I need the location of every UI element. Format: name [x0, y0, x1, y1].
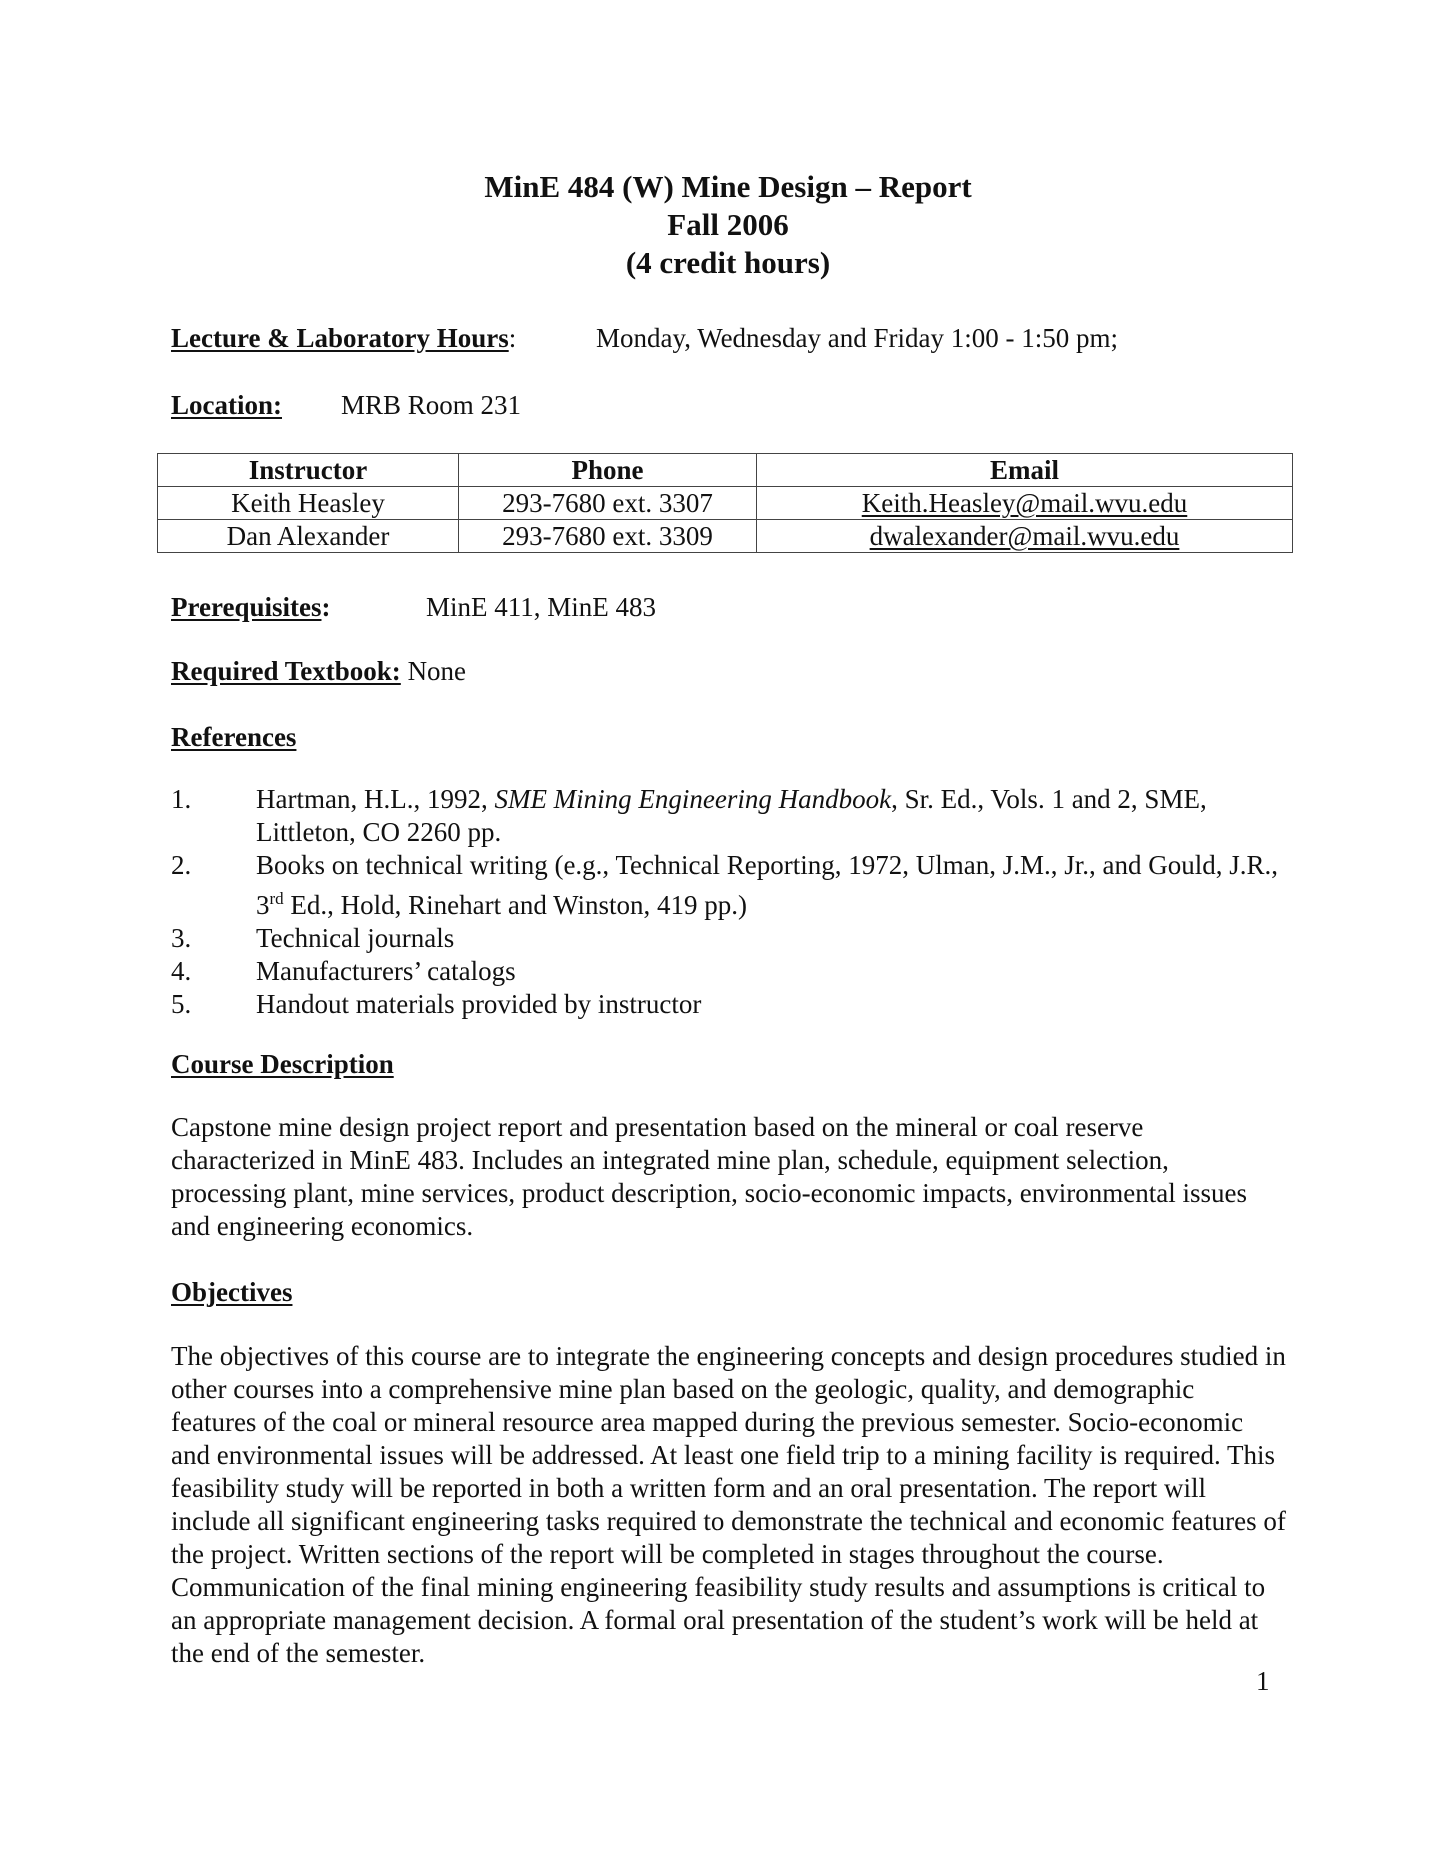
prerequisites-label: Prerequisites — [171, 592, 322, 622]
list-item — [171, 955, 1291, 988]
instructor-phone: 293-7680 ext. 3307 — [459, 487, 757, 520]
objectives-text: The objectives of this course are to integrate the engineering concepts and design procedures studied in other courses into a comprehensive mine plan based on the geologic, quality, and demographic features of the coal or mineral resource area mapped during the previous semester. Socio-economic and environmental issues will be addressed. At least one field trip to a mining facility is required. This feasibility study will be reported in both a written form and an oral presentation. The report will include all significant engineering tasks required to demonstrate the technical and economic features of the project. Written sections of the report will be completed in stages throughout the course. Communication of the final mining engineering feasibility study results and assumptions is critical to an appropriate management decision. A formal oral presentation of the student’s work will be held at the end of the semester. — [171, 1341, 1286, 1668]
document-title — [0, 168, 1456, 282]
list-item — [171, 849, 1291, 922]
ref-superscript: rd — [269, 889, 284, 908]
email-cell — [757, 520, 1293, 553]
email-link[interactable]: dwalexander@mail.wvu.edu — [869, 521, 1180, 551]
table-row — [158, 520, 1293, 553]
course-description-heading: Course Description — [171, 1049, 394, 1079]
hours-colon: : — [508, 323, 517, 353]
email-link[interactable]: Keith.Heasley@mail.wvu.edu — [861, 488, 1188, 518]
ref-text — [256, 849, 1291, 922]
prerequisites-value: MinE 411, MinE 483 — [426, 592, 657, 622]
table-header-row — [158, 454, 1293, 487]
objectives-heading: Objectives — [171, 1277, 293, 1307]
references-list — [171, 783, 1291, 1021]
ref-text-part: Books on technical writing (e.g., Technical Reporting, 1972, Ulman, J.M., Jr., and Gould, J.R., 3 — [256, 850, 1278, 920]
title-line-2: Fall 2006 — [667, 207, 789, 242]
ref-number: 2. — [171, 850, 192, 880]
textbook-value: None — [407, 656, 467, 686]
instructor-phone: 293-7680 ext. 3309 — [459, 520, 757, 553]
location-row — [171, 389, 522, 421]
list-item — [171, 922, 1291, 955]
ref-text-part: Ed., Hold, Rinehart and Winston, 419 pp.) — [283, 890, 748, 920]
ref-text-part: , Sr. Ed., Vols. 1 and 2, SME, Littleton, CO 2260 pp. — [256, 784, 1207, 847]
title-line-1: MinE 484 (W) Mine Design – Report — [484, 169, 972, 204]
textbook-row — [171, 655, 466, 687]
textbook-label: Required Textbook: — [171, 656, 401, 686]
location-value: MRB Room 231 — [341, 390, 522, 420]
prerequisites-row — [171, 591, 657, 623]
ref-number: 4. — [171, 956, 192, 986]
ref-text-part: Hartman, H.L., 1992, — [256, 784, 495, 814]
ref-number: 1. — [171, 784, 192, 814]
ref-book-title: SME Mining Engineering Handbook — [494, 784, 892, 814]
ref-text: Manufacturers’ catalogs — [256, 956, 516, 986]
instructor-name: Dan Alexander — [158, 520, 459, 553]
location-label: Location: — [171, 390, 282, 420]
hours-value: Monday, Wednesday and Friday 1:00 - 1:50 pm; — [596, 323, 1119, 353]
references-heading: References — [171, 722, 297, 752]
page-number: 1 — [1256, 1666, 1270, 1696]
header-phone: Phone — [459, 454, 757, 487]
ref-text — [256, 783, 1291, 849]
header-email: Email — [757, 454, 1293, 487]
email-cell — [757, 487, 1293, 520]
ref-text: Handout materials provided by instructor — [256, 989, 702, 1019]
list-item — [171, 783, 1291, 849]
table-row — [158, 487, 1293, 520]
hours-label: Lecture & Laboratory Hours — [171, 323, 509, 353]
course-description-text: Capstone mine design project report and presentation based on the mineral or coal reserve characterized in MinE 483. Includes an integrated mine plan, schedule, equipment selection, processing plant, mine services, product description, socio-economic impacts, environmental issues and engineering economics. — [171, 1112, 1247, 1241]
instructor-table — [157, 453, 1293, 553]
ref-number: 5. — [171, 989, 192, 1019]
list-item — [171, 988, 1291, 1021]
ref-number: 3. — [171, 923, 192, 953]
title-line-3: (4 credit hours) — [625, 245, 831, 280]
ref-text: Technical journals — [256, 923, 455, 953]
prerequisites-colon: : — [321, 592, 331, 622]
header-instructor: Instructor — [158, 454, 459, 487]
hours-row — [171, 322, 1119, 354]
instructor-name: Keith Heasley — [158, 487, 459, 520]
